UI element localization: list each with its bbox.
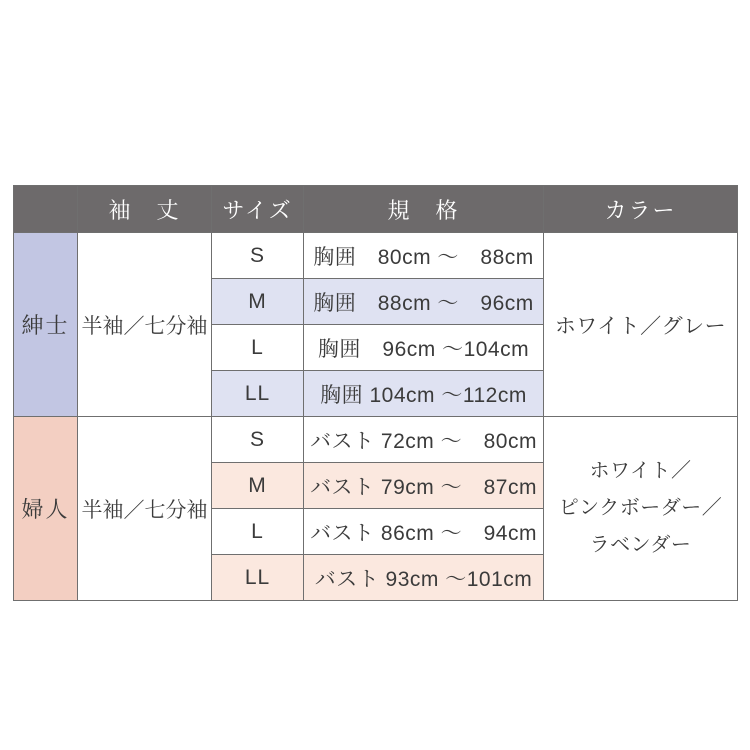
header-color: カラー <box>544 186 738 233</box>
table-header-row <box>14 186 738 233</box>
header-sleeve-length: 袖 丈 <box>78 186 212 233</box>
color-cell-men: ホワイト／グレー <box>544 233 738 417</box>
sleeve-cell-women: 半袖／七分袖 <box>78 417 212 601</box>
color-line: ピンクボーダー／ <box>558 497 723 519</box>
size-cell: S <box>212 417 304 463</box>
size-cell: L <box>212 509 304 555</box>
table-body <box>14 233 738 601</box>
color-cell-women <box>544 417 738 601</box>
size-cell: LL <box>212 371 304 417</box>
header-spec: 規 格 <box>304 186 544 233</box>
table-header <box>14 186 738 233</box>
sleeve-cell-men: 半袖／七分袖 <box>78 233 212 417</box>
header-size: サイズ <box>212 186 304 233</box>
spec-cell: バスト 79cm 〜 87cm <box>304 463 544 509</box>
spec-cell: 胸囲 104cm 〜112cm <box>304 371 544 417</box>
category-cell-women: 婦人 <box>14 417 78 601</box>
size-cell: S <box>212 233 304 279</box>
spec-cell: バスト 72cm 〜 80cm <box>304 417 544 463</box>
color-line: ラベンダー <box>589 534 692 556</box>
spec-cell: 胸囲 88cm 〜 96cm <box>304 279 544 325</box>
color-lines-women <box>544 453 737 564</box>
size-cell: L <box>212 325 304 371</box>
table-row <box>14 417 738 463</box>
spec-cell: 胸囲 96cm 〜104cm <box>304 325 544 371</box>
size-cell: LL <box>212 555 304 601</box>
spec-cell: バスト 93cm 〜101cm <box>304 555 544 601</box>
spec-cell: 胸囲 80cm 〜 88cm <box>304 233 544 279</box>
size-chart-container <box>13 185 737 601</box>
color-line: ホワイト／ <box>589 460 692 482</box>
table-row <box>14 233 738 279</box>
size-cell: M <box>212 463 304 509</box>
size-chart-table <box>13 185 738 601</box>
size-cell: M <box>212 279 304 325</box>
header-corner-cell <box>14 186 78 233</box>
category-cell-men: 紳士 <box>14 233 78 417</box>
spec-cell: バスト 86cm 〜 94cm <box>304 509 544 555</box>
